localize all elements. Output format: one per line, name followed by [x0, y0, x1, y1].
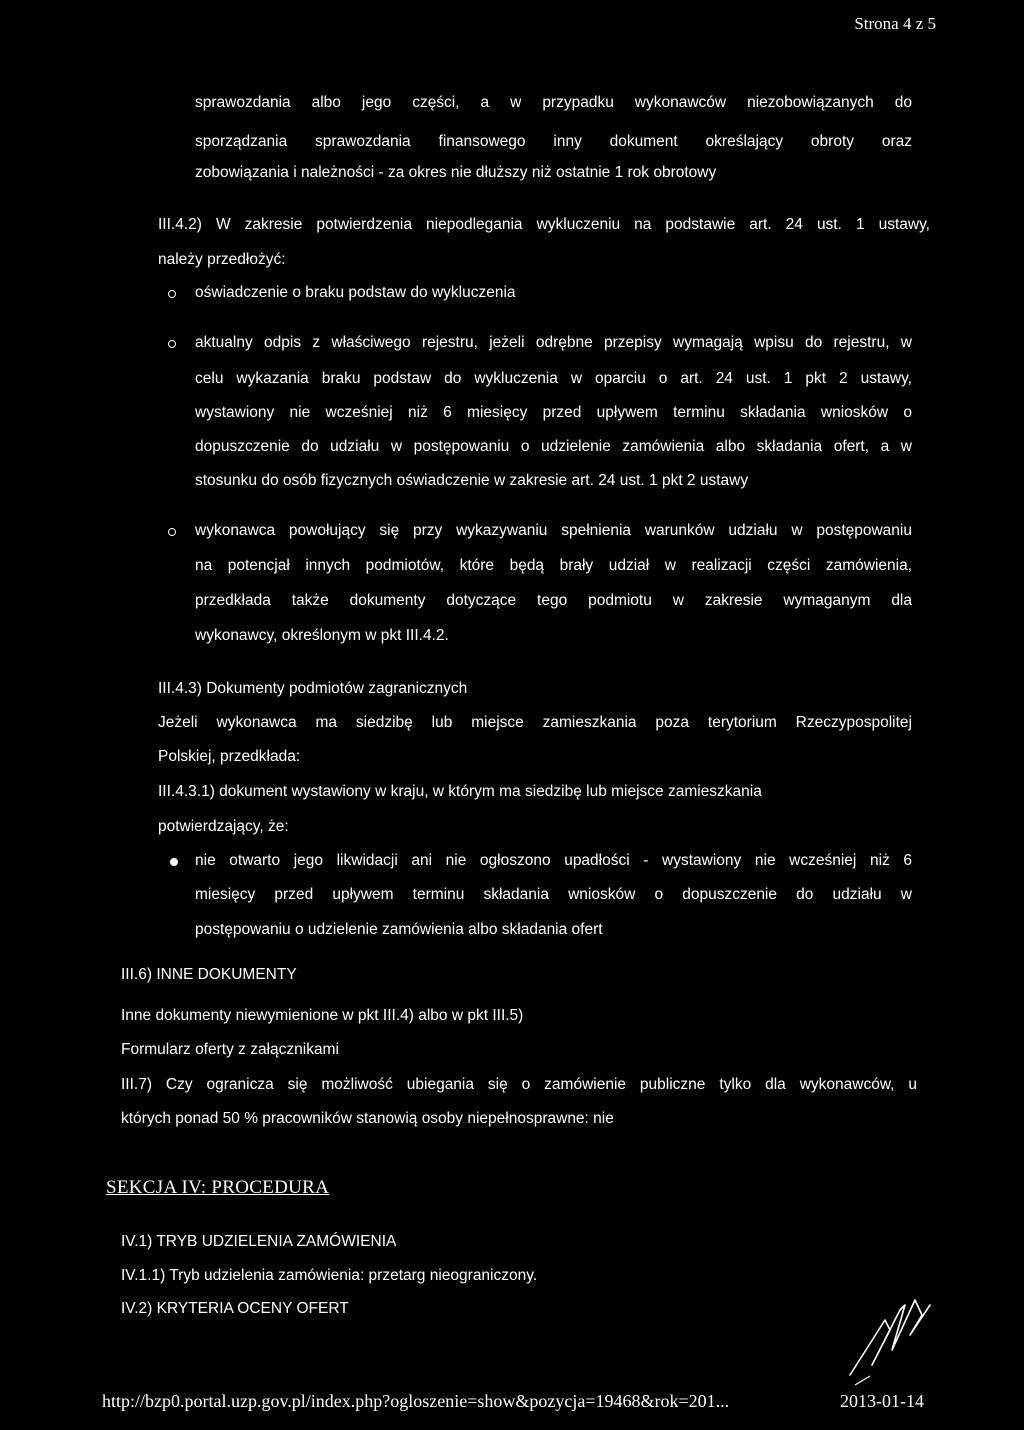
iii6-line-1: Inne dokumenty niewymienione w pkt III.4) albo w pkt III.5) — [121, 1007, 524, 1024]
iii6-line-2: Formularz oferty z załącznikami — [121, 1041, 339, 1058]
iv11-line: IV.1.1) Tryb udzielenia zamówienia: przetarg nieograniczony. — [121, 1267, 538, 1284]
iii43-line-4: potwierdzający, że: — [158, 818, 289, 835]
para1-line-2: sporządzania sprawozdania finansowego inny dokument określający obroty oraz — [195, 133, 912, 150]
iii42-bullet-2-line-1: aktualny odpis z właściwego rejestru, jeżeli odrębne przepisy wymagają wpisu do rejestru, w — [195, 334, 912, 351]
iii42-bullet-3-line-4: wykonawcy, określonym w pkt III.4.2. — [195, 627, 449, 644]
iii43-heading: III.4.3) Dokumenty podmiotów zagranicznych — [158, 680, 468, 697]
iii42-bullet-3-line-1: wykonawca powołujący się przy wykazywaniu spełnienia warunków udziału w postępowaniu — [195, 522, 912, 539]
iii7-line-1: III.7) Czy ogranicza się możliwość ubiegania się o zamówienie publiczne tylko dla wykonawców, u — [121, 1076, 917, 1093]
iii43-line-2: Polskiej, przedkłada: — [158, 748, 301, 765]
iii43-bullet-line-2: miesięcy przed upływem terminu składania wniosków o dopuszczenie do udziału w — [195, 886, 912, 903]
footer-date: 2013-01-14 — [840, 1391, 924, 1411]
signature-scribble — [830, 1280, 940, 1390]
iii43-bullet-line-3: postępowaniu o udzielenie zamówienia albo składania ofert — [195, 921, 603, 938]
iii42-heading: III.4.2) W zakresie potwierdzenia niepodlegania wykluczeniu na podstawie art. 24 ust. 1 ustawy, — [158, 216, 930, 233]
iv2-heading: IV.2) KRYTERIA OCENY OFERT — [121, 1300, 349, 1317]
iii43-bullet-line-1: nie otwarto jego likwidacji ani nie ogłoszono upadłości - wystawiony nie wcześniej niż 6 — [195, 852, 912, 869]
iii42-bullet-3-line-2: na potencjał innych podmiotów, które będą brały udział w realizacji części zamówienia, — [195, 557, 912, 574]
bullet-marker — [168, 528, 176, 536]
iii43-line-3: III.4.3.1) dokument wystawiony w kraju, w którym ma siedzibę lub miejsce zamieszkania — [158, 783, 762, 800]
iii42-bullet-1: oświadczenie o braku podstaw do wykluczenia — [195, 284, 516, 301]
iii42-heading-cont: należy przedłożyć: — [158, 251, 286, 268]
iii42-bullet-3-line-3: przedkłada także dokumenty dotyczące tego podmiotu w zakresie wymaganym dla — [195, 592, 912, 609]
iii42-bullet-2-line-2: celu wykazania braku podstaw do wykluczenia w oparciu o art. 24 ust. 1 pkt 2 ustawy, — [195, 370, 912, 387]
page-number: Strona 4 z 5 — [854, 14, 936, 33]
iii7-line-2: których ponad 50 % pracowników stanowią osoby niepełnosprawne: nie — [121, 1110, 614, 1127]
bullet-marker — [170, 858, 178, 866]
footer-url: http://bzp0.portal.uzp.gov.pl/index.php?ogloszenie=show&pozycja=19468&rok=201... — [102, 1391, 730, 1411]
iii42-bullet-2-line-3: wystawiony nie wcześniej niż 6 miesięcy przed upływem terminu składania wniosków o — [195, 404, 912, 421]
para1-line-1: sprawozdania albo jego części, a w przypadku wykonawców niezobowiązanych do — [195, 94, 912, 111]
bullet-marker — [168, 290, 176, 298]
iv1-heading: IV.1) TRYB UDZIELENIA ZAMÓWIENIA — [121, 1233, 397, 1250]
iii43-line-1: Jeżeli wykonawca ma siedzibę lub miejsce zamieszkania poza terytorium Rzeczypospolitej — [158, 714, 912, 731]
iii42-bullet-2-line-4: dopuszczenie do udziału w postępowaniu o udzielenie zamówienia albo składania ofert, a w — [195, 438, 912, 455]
section-title: SEKCJA IV: PROCEDURA — [106, 1177, 330, 1198]
iii6-heading: III.6) INNE DOKUMENTY — [121, 966, 297, 983]
iii42-bullet-2-line-5: stosunku do osób fizycznych oświadczenie w zakresie art. 24 ust. 1 pkt 2 ustawy — [195, 472, 749, 489]
para1-line-3: zobowiązania i należności - za okres nie dłuższy niż ostatnie 1 rok obrotowy — [195, 164, 717, 181]
bullet-marker — [168, 340, 176, 348]
